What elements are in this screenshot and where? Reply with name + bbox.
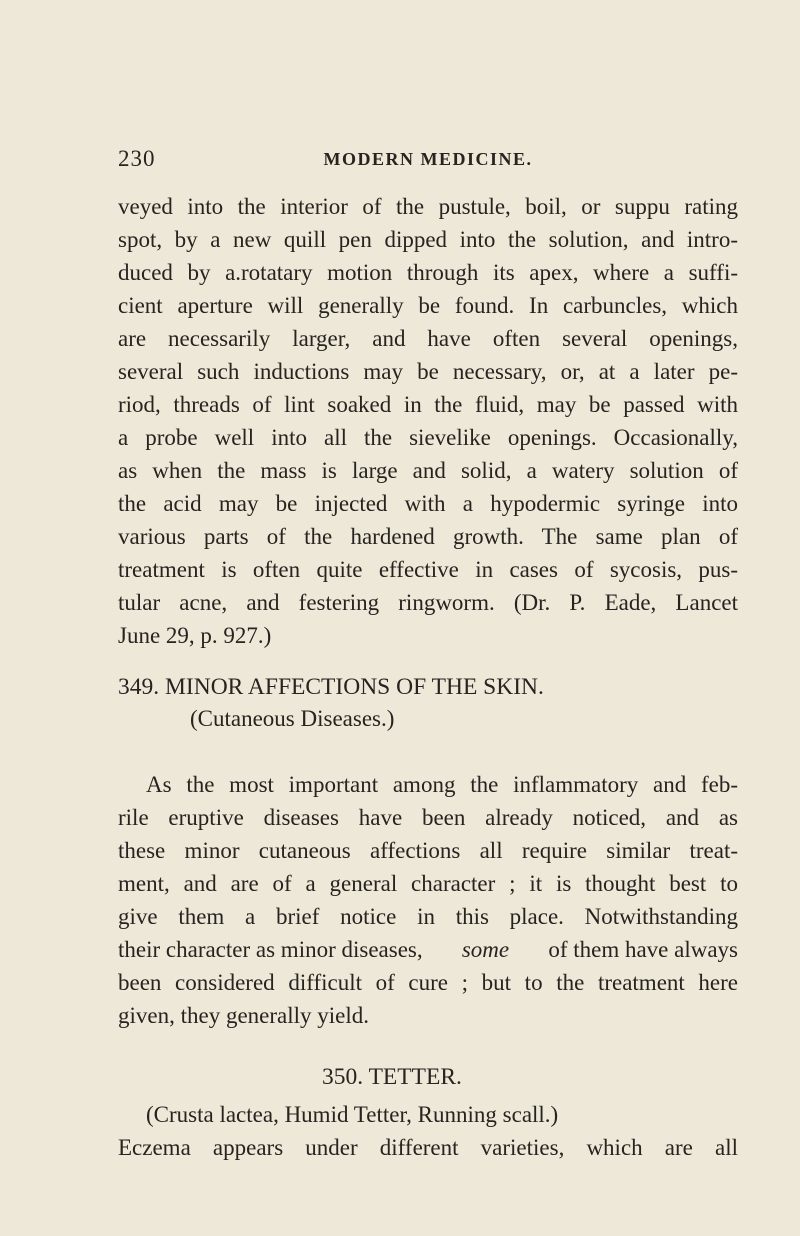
text-line: the acid may be injected with a hypodermic syringe into	[118, 491, 738, 516]
text-line: spot, by a new quill pen dipped into the solution, and intro-	[118, 227, 738, 252]
text-line: duced by a.rotatary motion through its apex, where a suffi-	[118, 260, 738, 285]
text-line: As the most important among the inflammatory and feb-	[146, 772, 738, 797]
text-line: given, they generally yield.	[118, 1003, 370, 1028]
text-line: riod, threads of lint soaked in the fluid, may be passed with	[118, 392, 738, 417]
text-line: various parts of the hardened growth. The same plan of	[118, 524, 738, 549]
text-line: veyed into the interior of the pustule, boil, or suppu rating	[118, 194, 738, 219]
page-number: 230	[118, 146, 156, 171]
text-line: several such inductions may be necessary, or, at a later pe-	[118, 359, 738, 384]
section-subheading: (Crusta lactea, Humid Tetter, Running scall.)	[146, 1102, 559, 1127]
page-header	[118, 146, 738, 176]
text-line: ment, and are of a general character ; it is thought best to	[118, 871, 738, 896]
running-head: MODERN MEDICINE.	[323, 149, 533, 169]
text-segment: of them have always	[548, 937, 738, 962]
text-line: June 29, p. 927.)	[118, 623, 272, 648]
text-line: rile eruptive diseases have been already noticed, and as	[118, 805, 738, 830]
text-line: give them a brief notice in this place. Notwithstanding	[118, 904, 738, 929]
text-line	[118, 935, 738, 965]
text-line: as when the mass is large and solid, a watery solution of	[118, 458, 738, 483]
text-line: treatment is often quite effective in cases of sycosis, pus-	[118, 557, 738, 582]
text-line: are necessarily larger, and have often several openings,	[118, 326, 738, 351]
text-line: a probe well into all the sievelike openings. Occasionally,	[118, 425, 738, 450]
text-line: cient aperture will generally be found. In carbuncles, which	[118, 293, 738, 318]
text-segment: their character as minor diseases,	[118, 937, 423, 962]
text-line: these minor cutaneous affections all require similar treat-	[118, 838, 738, 863]
text-line: been considered difficult of cure ; but to the treatment here	[118, 970, 738, 995]
emphasized-word: some	[461, 937, 510, 962]
section-heading: 350. TETTER.	[322, 1064, 462, 1090]
text-line: Eczema appears under different varieties, which are all	[118, 1135, 738, 1160]
text-line: tular acne, and festering ringworm. (Dr. P. Eade, Lancet	[118, 590, 738, 615]
section-heading: 349. MINOR AFFECTIONS OF THE SKIN.	[118, 674, 544, 700]
section-subheading: (Cutaneous Diseases.)	[190, 706, 395, 731]
